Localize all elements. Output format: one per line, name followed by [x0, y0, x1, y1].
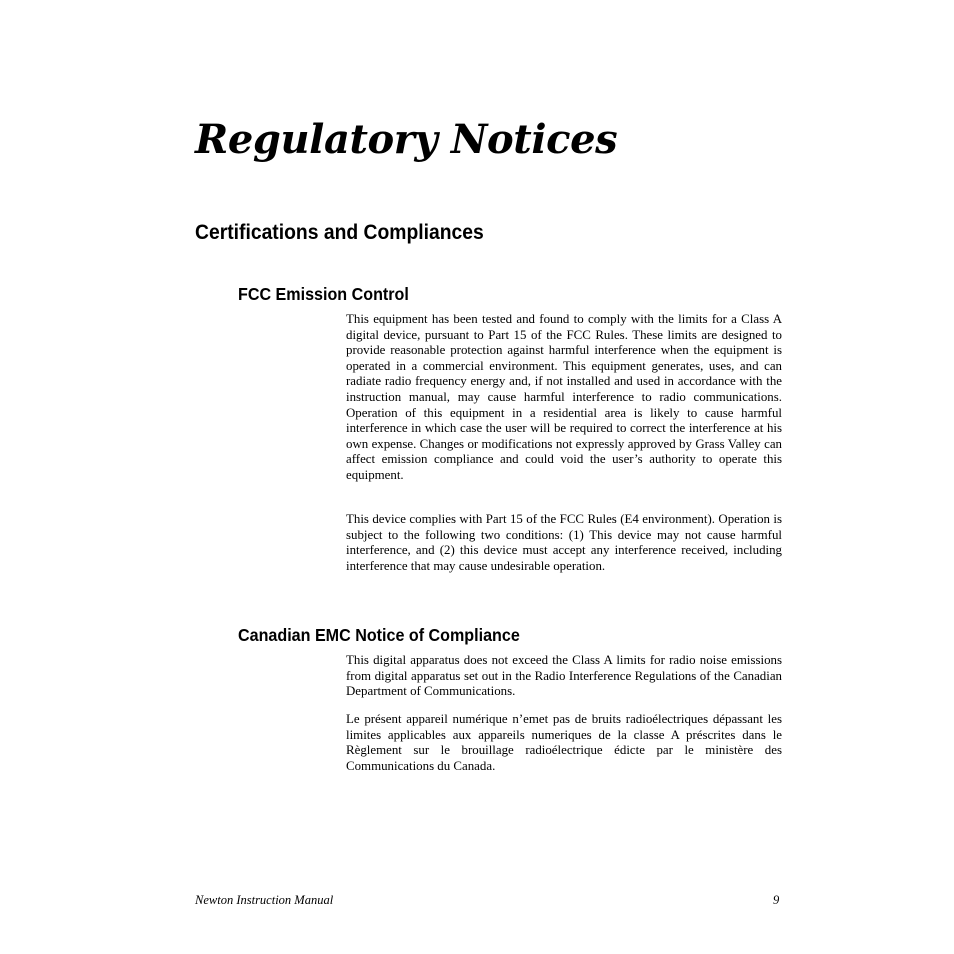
footer-manual-title: Newton Instruction Manual	[195, 893, 334, 907]
subsection-heading-fcc: FCC Emission Control	[238, 284, 409, 304]
fcc-paragraph-2: This device complies with Part 15 of the FCC Rules (E4 environment). Operation is subject to the following two conditions: (1) This device may not cause harmful interference, and (2) this device must accept any interference received, including interference that may cause undesirable operation.	[346, 512, 782, 573]
subsection-heading-canadian-emc: Canadian EMC Notice of Compliance	[238, 625, 520, 645]
fcc-paragraph-1: This equipment has been tested and found to comply with the limits for a Class A digital device, pursuant to Part 15 of the FCC Rules. These limits are designed to provide reasonable protection against harmful interference when the equipment is operated in a commercial environment. This equipment generates, uses, and can radiate radio frequency energy and, if not installed and used in accordance with the instruction manual, may cause harmful interference to radio communications. Operation of this equipment in a residential area is likely to cause harmful interference in which case the user will be required to correct the interference at his own expense. Changes or modifications not expressly approved by Grass Valley can affect emission compliance and could void the user’s authority to operate this equipment.	[346, 312, 782, 482]
canadian-paragraph-english: This digital apparatus does not exceed the Class A limits for radio noise emissions from digital apparatus set out in the Radio Interference Regulations of the Canadian Department of Communications.	[346, 653, 782, 699]
footer-page-number: 9	[773, 893, 780, 907]
page-title: Regulatory Notices	[195, 116, 618, 163]
canadian-paragraph-french: Le présent appareil numérique n’emet pas de bruits radioélectriques dépassant les limites applicables aux appareils numeriques de la classe A préscrites dans le Règlement sur le brouillage radioélectrique édicte par le ministère des Communications du Canada.	[346, 712, 782, 773]
section-heading-certifications: Certifications and Compliances	[195, 221, 484, 244]
